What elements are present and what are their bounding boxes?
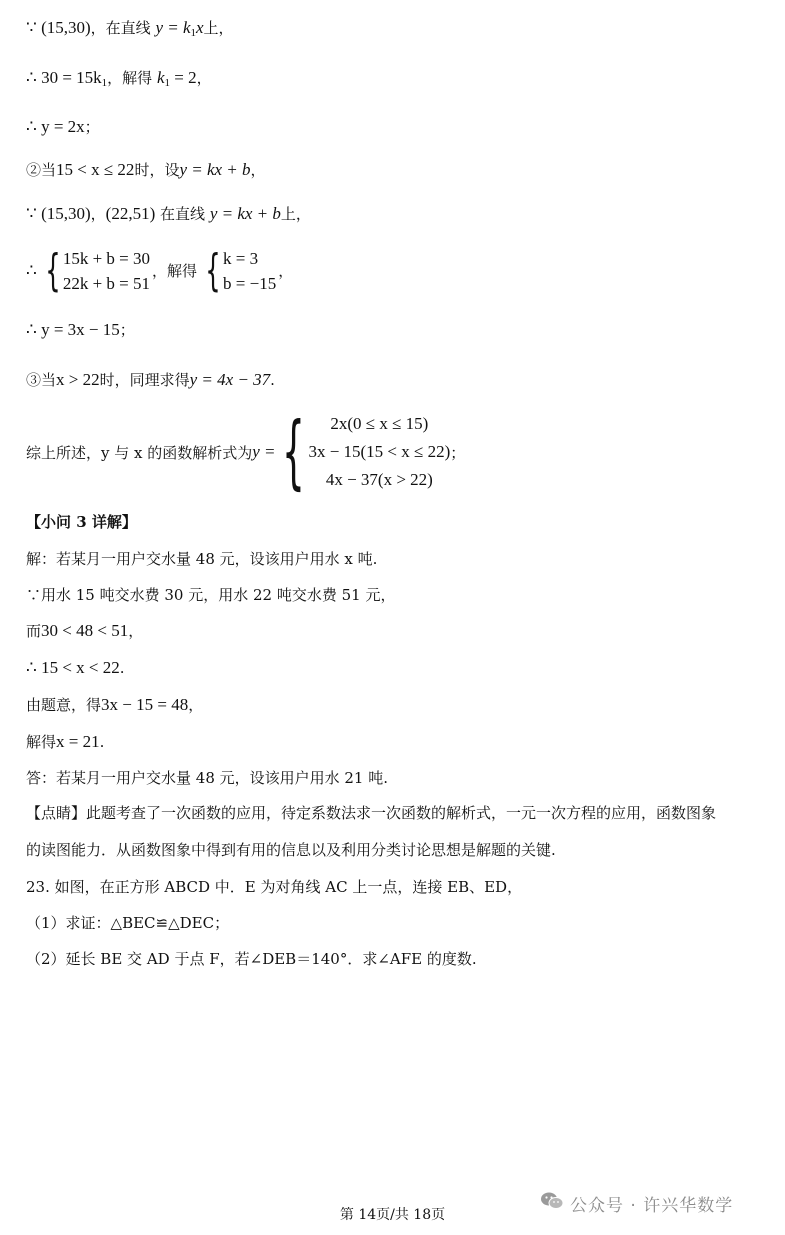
inequality: ∴ 15 < x < 22	[26, 658, 120, 677]
line-q3-6	[26, 732, 104, 752]
text: 上，	[203, 19, 234, 37]
variable: x	[196, 18, 204, 37]
therefore: ∴	[26, 261, 37, 280]
equation: y = 4x − 37	[189, 370, 271, 389]
line-q3-7: 答：若某月一用户交水量 48 元，设该用户用水 21 吨.	[26, 769, 389, 787]
watermark-text: 公众号 · 许兴华数学	[570, 1196, 734, 1216]
point-math: ∵ (15,30)	[26, 204, 91, 223]
point-math: ∵ (15,30)	[26, 18, 91, 37]
text: ，在直线	[90, 19, 151, 37]
text: ，	[278, 262, 294, 280]
wechat-icon	[540, 1191, 564, 1216]
text: ；	[84, 118, 100, 136]
subscript: 1	[164, 77, 170, 89]
equation: 15k + b = 30	[62, 249, 151, 268]
equation: y = kx + b	[179, 160, 251, 179]
equation: x = 21	[56, 732, 100, 751]
text: ②当	[26, 161, 57, 179]
comment-line-1: 【点睛】此题考查了一次函数的应用，待定系数法求一次函数的解析式，一元一次方程的应用，函数图象	[26, 804, 717, 822]
line-q3-3	[26, 621, 143, 641]
inequality: 30 < 48 < 51	[41, 621, 129, 640]
point-math: (22,51)	[105, 204, 156, 223]
brace-icon: {	[281, 405, 305, 498]
subscript: 1	[190, 27, 196, 39]
text: 解得	[26, 733, 57, 751]
watermark	[540, 1191, 733, 1216]
subscript: 1	[101, 77, 108, 89]
problem-23-line-3: （2）延长 BE 交 AD 于点 F，若∠DEB＝140°．求∠AFE 的度数.	[26, 950, 477, 968]
text: ，解得	[107, 69, 153, 87]
inequality: 15 < x ≤ 22	[56, 160, 135, 179]
text: ，	[196, 69, 212, 87]
text: ；	[450, 443, 466, 462]
line-1	[26, 18, 234, 43]
text: 上，	[280, 205, 311, 223]
equation: y = k	[155, 18, 191, 37]
problem-23-line-2: （1）求证：△BEC≌△DEC；	[26, 914, 230, 932]
line-4	[26, 160, 266, 180]
equation-system	[39, 246, 150, 296]
text: .	[270, 371, 275, 389]
text: 时，设	[134, 161, 180, 179]
text: 由题意，得	[26, 696, 102, 714]
solution-system	[199, 246, 276, 296]
value: = 2	[170, 68, 197, 87]
equation: y = kx + b	[209, 204, 281, 223]
equation: 22k + b = 51	[62, 274, 151, 293]
line-q3-2: ∵用水 15 吨交水费 30 元，用水 22 吨交水费 51 元，	[26, 586, 396, 604]
text: .	[119, 659, 125, 677]
equation: k = 3	[223, 249, 259, 268]
problem-23-line-1: 23. 如图，在正方形 ABCD 中．E 为对角线 AC 上一点，连接 EB、ED，	[26, 878, 523, 896]
line-6	[26, 246, 293, 296]
text: ，	[188, 696, 204, 714]
equation: b = −15	[223, 274, 277, 293]
case: 3x − 15(15 < x ≤ 22)	[308, 442, 451, 461]
case: 2x(0 ≤ x ≤ 15)	[330, 414, 429, 433]
text: ，	[128, 622, 144, 640]
line-2	[26, 68, 212, 93]
text: ③当	[26, 371, 57, 389]
equation: 3x − 15 = 48	[101, 695, 189, 714]
page-footer: 第 14页/共 18页	[339, 1207, 446, 1223]
line-5	[26, 204, 311, 224]
comment-line-2: 的读图能力．从函数图象中得到有用的信息以及利用分类讨论思想是解题的关键.	[26, 841, 556, 859]
text: .	[99, 733, 105, 751]
equation: ∴ y = 3x − 15	[26, 320, 120, 339]
text: 综上所述，y 与 x 的函数解析式为	[26, 443, 253, 462]
equation: y =	[252, 442, 276, 461]
case: 4x − 37(x > 22)	[325, 470, 433, 489]
piecewise-function	[26, 405, 466, 498]
section-heading: 【小问 3 详解】	[26, 513, 137, 531]
line-3	[26, 117, 100, 137]
text: ，	[250, 161, 266, 179]
line-7	[26, 320, 135, 340]
text: ，解得	[152, 262, 198, 280]
variable: k	[156, 68, 165, 87]
inequality: x > 22	[56, 370, 100, 389]
line-q3-1: 解：若某月一用户交水量 48 元，设该用户用水 x 吨.	[26, 550, 378, 568]
equation: ∴ 30 = 15k	[26, 68, 102, 87]
text: 在直线	[160, 205, 206, 223]
text: ；	[119, 321, 135, 339]
brace-icon: {	[45, 245, 61, 296]
text: ，	[90, 205, 106, 223]
line-q3-4	[26, 658, 125, 678]
equation: ∴ y = 2x	[26, 117, 85, 136]
line-q3-5	[26, 695, 203, 715]
line-8	[26, 370, 275, 390]
text: 时，同理求得	[99, 371, 190, 389]
text: 而	[26, 622, 42, 640]
brace-icon: {	[205, 245, 221, 296]
